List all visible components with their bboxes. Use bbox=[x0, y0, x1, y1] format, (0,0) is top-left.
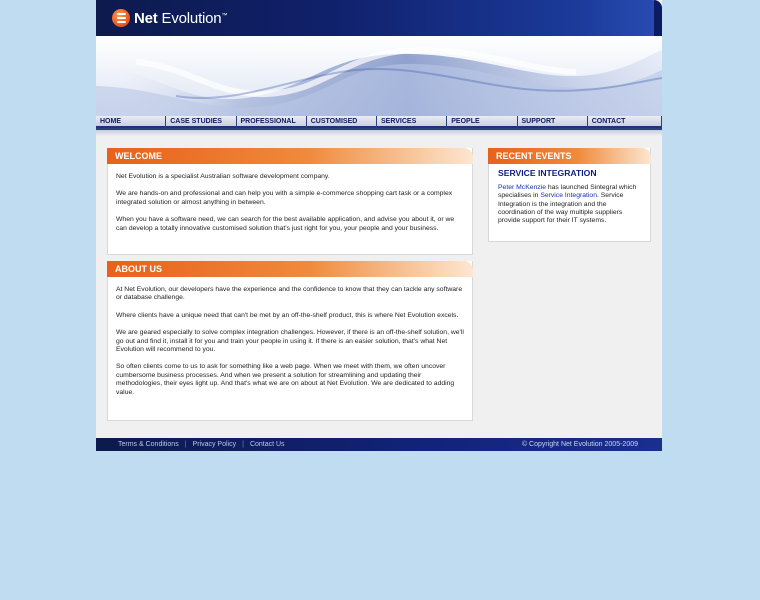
about-body bbox=[108, 277, 472, 403]
welcome-paragraph: Net Evolution is a specialist Australian software development company. bbox=[116, 173, 330, 180]
about-panel bbox=[107, 261, 473, 421]
nav-services[interactable]: SERVICES bbox=[377, 116, 446, 128]
welcome-paragraph: We are hands-on and professional and can help you with a simple e-commerce shopping cart task or a complex integrated solution or almost anything in between. bbox=[116, 190, 453, 206]
event-title: SERVICE INTEGRATION bbox=[498, 168, 597, 178]
hero-banner bbox=[96, 36, 662, 116]
event-description bbox=[498, 184, 641, 225]
nav-customised[interactable]: CUSTOMISED bbox=[307, 116, 376, 128]
site-container bbox=[96, 0, 662, 451]
logo-trademark: ™ bbox=[221, 12, 228, 19]
footer-separator: | bbox=[242, 441, 244, 448]
nav-professional[interactable]: PROFESSIONAL bbox=[237, 116, 306, 128]
event-text: has launched Sintegral which specialises in bbox=[498, 184, 637, 200]
footer-contact-link[interactable]: Contact Us bbox=[249, 441, 285, 448]
service-integration-link[interactable]: Service Integration bbox=[540, 192, 597, 200]
logo-text-rest: Evolution bbox=[157, 9, 222, 27]
footer-privacy-link[interactable]: Privacy Policy bbox=[192, 441, 237, 448]
nav-contact[interactable]: CONTACT bbox=[588, 116, 661, 128]
nav-home[interactable]: HOME bbox=[96, 116, 165, 128]
about-paragraph: So often clients come to us to ask for something like a web page. When we meet with them, we often uncover cumbersome business processes. And when we present a solution for streamlining and updating their methodologies, their eyes light up. And that's what we are on about at Net Evolution. We are dedicated to adding value. bbox=[116, 363, 455, 396]
main-navigation bbox=[96, 116, 662, 130]
about-paragraph: Where clients have a unique need that can't be met by an off-the-shelf product, this is where Net Evolution excels. bbox=[116, 311, 459, 319]
footer-terms-link[interactable]: Terms & Conditions bbox=[118, 441, 179, 448]
header-corner bbox=[654, 0, 662, 36]
welcome-panel bbox=[107, 148, 473, 255]
event-text: . Service Integration is the integration and the coordination of the way multiple suppliers provide support for their IT systems. bbox=[498, 192, 624, 225]
nav-support[interactable]: SUPPORT bbox=[518, 116, 587, 128]
footer-links bbox=[118, 438, 285, 451]
welcome-paragraph: When you have a software need, we can search for the best available application, and advise you about it, or we can develop a totally innovative customised solution that's just right for you, your people and your business. bbox=[116, 216, 455, 232]
welcome-body bbox=[108, 164, 472, 239]
footer-separator: | bbox=[184, 441, 187, 448]
header-bar bbox=[96, 0, 662, 36]
nav-shadow-strip bbox=[96, 130, 662, 136]
banner-wave-graphic bbox=[96, 36, 662, 116]
recent-events-panel bbox=[488, 148, 651, 242]
about-paragraph: We are geared especially to solve complex integration challenges. However, if there is an off-the-shelf solution, we'll go out and find it, install it for you and train your people in using it. If there is an easier solution, that's what Net Evolution will recommend to you. bbox=[116, 329, 464, 354]
person-link[interactable]: Peter McKenzie bbox=[498, 184, 546, 192]
recent-events-heading: RECENT EVENTS bbox=[488, 148, 651, 164]
copyright-text: © Copyright Net Evolution 2005-2009 bbox=[521, 441, 638, 448]
logo-text-bold: Net bbox=[134, 9, 158, 27]
about-paragraph: At Net Evolution, our developers have the experience and the confidence to know that they can tackle any software or database challenge. bbox=[116, 286, 463, 302]
nav-people[interactable]: PEOPLE bbox=[447, 116, 516, 128]
footer-bar bbox=[96, 438, 662, 451]
welcome-heading: WELCOME bbox=[107, 148, 473, 164]
logo[interactable] bbox=[112, 8, 227, 28]
about-heading: ABOUT US bbox=[107, 261, 473, 277]
logo-text bbox=[134, 10, 227, 27]
recent-events-body bbox=[489, 164, 650, 231]
net-evolution-logo-icon bbox=[112, 9, 130, 27]
nav-case-studies[interactable]: CASE STUDIES bbox=[166, 116, 235, 128]
